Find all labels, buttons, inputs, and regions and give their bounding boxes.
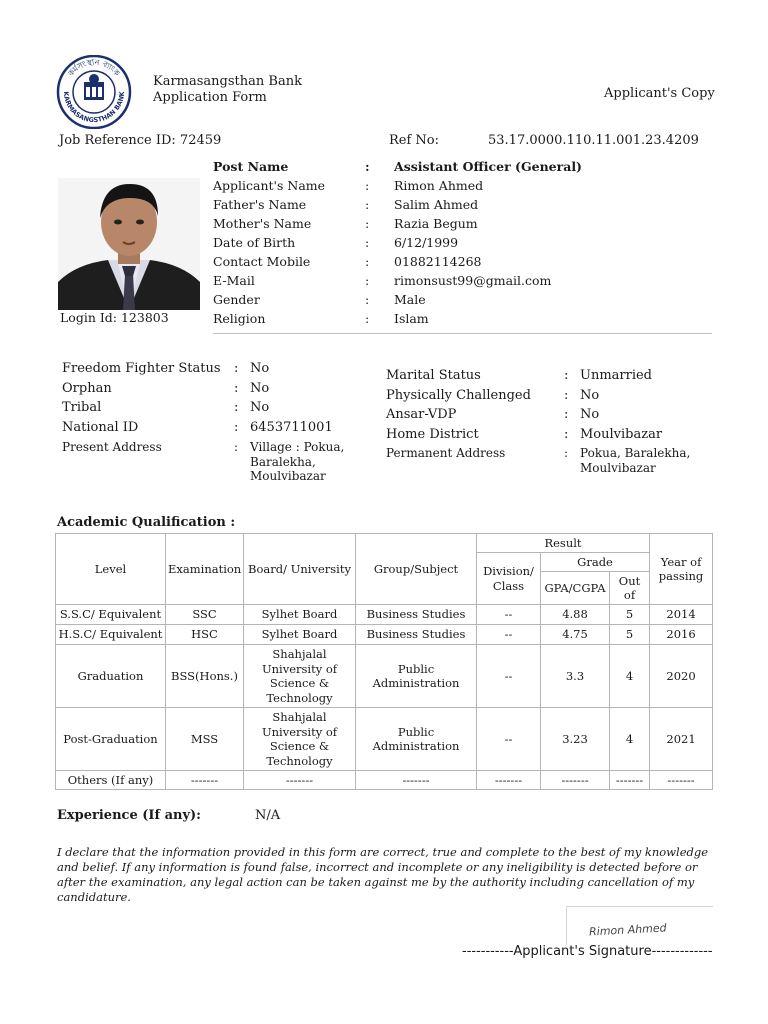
- field-label: National ID: [62, 420, 139, 435]
- svg-text:Rimon Ahmed: Rimon Ahmed: [588, 921, 667, 939]
- login-id: Login Id: 123803: [60, 310, 169, 325]
- copy-label: Applicant's Copy: [604, 86, 715, 101]
- field-value: No: [580, 388, 600, 403]
- colon: :: [365, 254, 370, 269]
- cell-level: H.S.C/ Equivalent: [56, 625, 166, 645]
- cell-division: --: [477, 645, 541, 708]
- field-value: 6453711001: [250, 420, 333, 435]
- svg-text:কর্মসংস্থান ব্যাংক: কর্মসংস্থান ব্যাংক: [66, 57, 122, 78]
- academic-title: Academic Qualification :: [57, 515, 236, 530]
- cell-out-of: 4: [610, 708, 650, 771]
- table-row: [56, 708, 713, 771]
- field-value: 01882114268: [394, 254, 482, 269]
- field-value: 6/12/1999: [394, 235, 459, 250]
- header-gpa: GPA/CGPA: [541, 572, 610, 605]
- table-header-row: [56, 534, 713, 553]
- colon: :: [365, 292, 370, 307]
- signature-caption: -----------Applicant's Signature-------------: [462, 944, 713, 959]
- cell-gpa: 4.88: [541, 605, 610, 625]
- field-value: Pokua, Baralekha, Moulvibazar: [580, 446, 691, 475]
- field-label: Religion: [213, 311, 266, 326]
- field-label: Gender: [213, 292, 260, 307]
- field-label: Applicant's Name: [213, 178, 326, 193]
- field-value: Rimon Ahmed: [394, 178, 484, 193]
- cell-group: Business Studies: [356, 605, 477, 625]
- header-grade: Grade: [541, 553, 650, 572]
- field-label: Orphan: [62, 381, 112, 396]
- colon: :: [365, 197, 370, 212]
- field-label: Father's Name: [213, 197, 307, 212]
- field-label: Present Address: [62, 440, 162, 454]
- cell-division: -------: [477, 771, 541, 790]
- table-row: [56, 625, 713, 645]
- colon: :: [365, 235, 370, 250]
- ref-no-value: 53.17.0000.110.11.001.23.4209: [488, 133, 699, 148]
- field-label: Ansar-VDP: [386, 407, 457, 422]
- field-value: No: [250, 381, 270, 396]
- colon: :: [564, 427, 569, 442]
- field-label: Contact Mobile: [213, 254, 311, 269]
- cell-exam: HSC: [166, 625, 244, 645]
- header-board: Board/ University: [244, 534, 356, 605]
- colon: :: [234, 361, 239, 376]
- cell-board: Sylhet Board: [244, 605, 356, 625]
- colon: :: [234, 381, 239, 396]
- applicant-photo: [58, 178, 200, 310]
- header-level: Level: [56, 534, 166, 605]
- cell-year: 2020: [650, 645, 713, 708]
- field-label: Post Name: [213, 159, 289, 174]
- cell-level: Others (If any): [56, 771, 166, 790]
- field-value: Salim Ahmed: [394, 197, 479, 212]
- field-label: Home District: [386, 427, 479, 442]
- cell-level: Graduation: [56, 645, 166, 708]
- field-label: Date of Birth: [213, 235, 296, 250]
- colon: :: [365, 216, 370, 231]
- cell-board: -------: [244, 771, 356, 790]
- cell-gpa: -------: [541, 771, 610, 790]
- experience-value: N/A: [255, 808, 281, 823]
- header-year: Year of passing: [650, 534, 713, 605]
- field-value: No: [580, 407, 600, 422]
- field-label: Mother's Name: [213, 216, 312, 231]
- cell-gpa: 4.75: [541, 625, 610, 645]
- field-value: Islam: [394, 311, 429, 326]
- colon: :: [564, 446, 569, 460]
- declaration-text: I declare that the information provided in this form are correct, true and complete to the best of my knowledge and belief. If any information is found false, incorrect and incomplete or any ineligibility is detected before or after the examination, any legal action can be taken against me by the authority including cancellation of my candidature.: [57, 845, 709, 904]
- field-label: E-Mail: [213, 273, 255, 288]
- cell-year: 2014: [650, 605, 713, 625]
- field-label: Tribal: [62, 400, 102, 415]
- cell-board: Shahjalal University of Science & Technology: [244, 708, 356, 771]
- academic-table: [55, 533, 713, 790]
- cell-division: --: [477, 625, 541, 645]
- field-value: rimonsust99@gmail.com: [394, 273, 552, 288]
- colon: :: [365, 273, 370, 288]
- field-value: No: [250, 400, 270, 415]
- cell-exam: BSS(Hons.): [166, 645, 244, 708]
- table-row: [56, 645, 713, 708]
- cell-year: -------: [650, 771, 713, 790]
- field-value: No: [250, 361, 270, 376]
- cell-year: 2016: [650, 625, 713, 645]
- signature-image: [567, 907, 713, 945]
- cell-out-of: 4: [610, 645, 650, 708]
- header-examination: Examination: [166, 534, 244, 605]
- cell-group: Public Administration: [356, 645, 477, 708]
- cell-level: S.S.C/ Equivalent: [56, 605, 166, 625]
- bank-name: Karmasangsthan Bank: [153, 74, 302, 89]
- experience-label: Experience (If any):: [57, 808, 201, 823]
- colon: :: [365, 159, 370, 174]
- signature-box: [566, 906, 713, 945]
- cell-group: -------: [356, 771, 477, 790]
- header-result: Result: [477, 534, 650, 553]
- colon: :: [564, 368, 569, 383]
- field-label: Marital Status: [386, 368, 481, 383]
- header-out-of: Out of: [610, 572, 650, 605]
- cell-year: 2021: [650, 708, 713, 771]
- cell-board: Shahjalal University of Science & Technology: [244, 645, 356, 708]
- field-value: Assistant Officer (General): [394, 159, 582, 174]
- form-title: Application Form: [153, 90, 267, 105]
- table-row: [56, 605, 713, 625]
- divider: [213, 333, 712, 334]
- colon: :: [234, 440, 239, 454]
- ref-no-label: Ref No:: [389, 133, 440, 148]
- cell-level: Post-Graduation: [56, 708, 166, 771]
- cell-gpa: 3.3: [541, 645, 610, 708]
- field-value: Unmarried: [580, 368, 653, 383]
- field-value: Moulvibazar: [580, 427, 663, 442]
- svg-text:KARMASANGSTHAN BANK: KARMASANGSTHAN BANK: [61, 91, 127, 125]
- cell-division: --: [477, 605, 541, 625]
- job-reference-id: Job Reference ID: 72459: [59, 133, 222, 148]
- cell-board: Sylhet Board: [244, 625, 356, 645]
- field-label: Freedom Fighter Status: [62, 361, 221, 376]
- cell-gpa: 3.23: [541, 708, 610, 771]
- field-value: Male: [394, 292, 426, 307]
- field-label: Permanent Address: [386, 446, 506, 460]
- field-label: Physically Challenged: [386, 388, 531, 403]
- cell-exam: MSS: [166, 708, 244, 771]
- header-division: Division/ Class: [477, 553, 541, 605]
- colon: :: [564, 407, 569, 422]
- cell-group: Business Studies: [356, 625, 477, 645]
- colon: :: [365, 178, 370, 193]
- cell-exam: SSC: [166, 605, 244, 625]
- colon: :: [234, 420, 239, 435]
- header-group: Group/Subject: [356, 534, 477, 605]
- cell-group: Public Administration: [356, 708, 477, 771]
- field-value: Razia Begum: [394, 216, 478, 231]
- cell-exam: -------: [166, 771, 244, 790]
- bank-header: [153, 74, 302, 106]
- cell-out-of: 5: [610, 605, 650, 625]
- cell-out-of: 5: [610, 625, 650, 645]
- colon: :: [365, 311, 370, 326]
- colon: :: [564, 388, 569, 403]
- bank-logo: [55, 55, 133, 129]
- table-row: [56, 771, 713, 790]
- cell-division: --: [477, 708, 541, 771]
- colon: :: [234, 400, 239, 415]
- cell-out-of: -------: [610, 771, 650, 790]
- field-value: Village : Pokua, Baralekha, Moulvibazar: [250, 440, 345, 483]
